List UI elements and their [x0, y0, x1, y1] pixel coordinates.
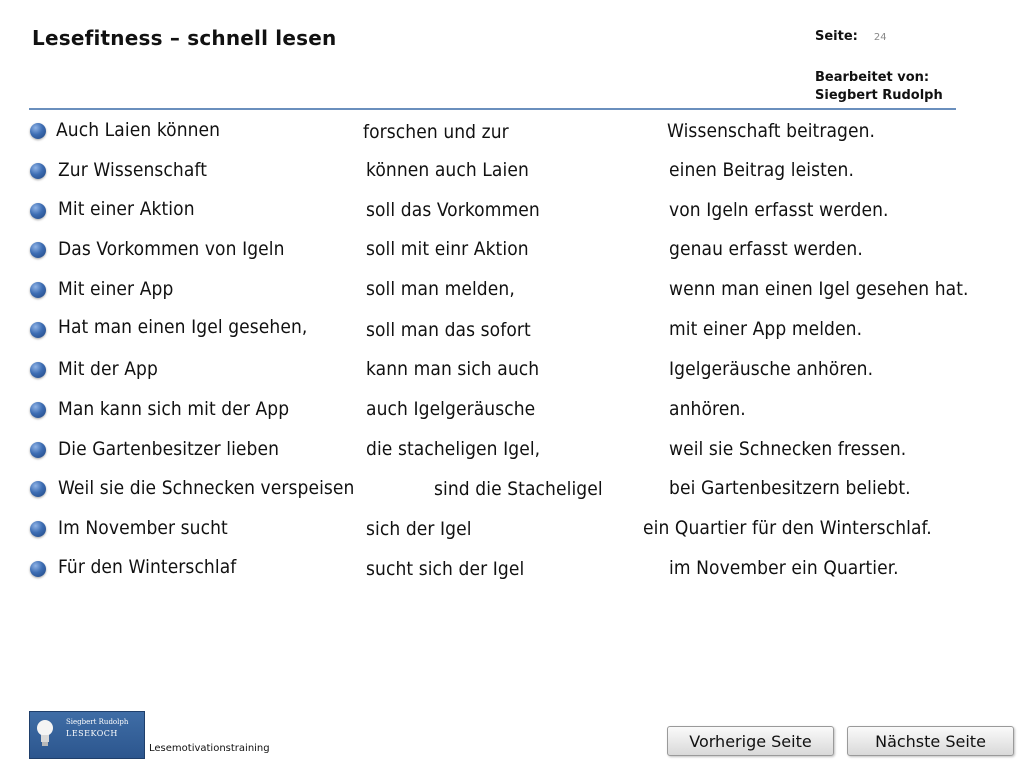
- phrase-part-2: die stacheligen Igel,: [366, 438, 541, 460]
- phrase-part-1: Mit der App: [58, 358, 158, 380]
- phrase-part-3: einen Beitrag leisten.: [669, 159, 854, 181]
- bullet-icon: [30, 163, 46, 179]
- phrase-part-1: Mit einer App: [58, 278, 174, 300]
- phrase-part-2: kann man sich auch: [366, 358, 540, 380]
- bullet-icon: [30, 203, 46, 219]
- phrase-part-2: sind die Stacheligel: [434, 478, 603, 500]
- bullet-icon: [30, 402, 46, 418]
- logo-author: Siegbert Rudolph: [66, 718, 129, 726]
- header-divider: [29, 108, 956, 110]
- reading-row: [0, 234, 1024, 266]
- phrase-part-1: Weil sie die Schnecken verspeisen: [58, 477, 355, 499]
- reading-row: [0, 354, 1024, 386]
- reading-row: [0, 195, 1024, 227]
- phrase-part-1: Im November sucht: [58, 517, 228, 539]
- bullet-icon: [30, 282, 46, 298]
- edited-label: Bearbeitet von:: [815, 70, 930, 85]
- phrase-part-1: Das Vorkommen von Igeln: [58, 238, 285, 260]
- reading-row: [0, 473, 1024, 505]
- phrase-part-1: Hat man einen Igel gesehen,: [58, 316, 308, 338]
- page-label: Seite:: [815, 29, 858, 44]
- reading-row: [0, 553, 1024, 585]
- bullet-icon: [30, 521, 46, 537]
- phrase-part-1: Mit einer Aktion: [58, 198, 195, 220]
- phrase-part-3: wenn man einen Igel gesehen hat.: [669, 278, 969, 300]
- logo-brand: LESEKOCH: [66, 729, 118, 738]
- phrase-part-3: genau erfasst werden.: [669, 238, 863, 260]
- page-number: 24: [873, 32, 887, 43]
- phrase-part-2: soll man das sofort: [366, 319, 531, 341]
- reading-row: [0, 274, 1024, 306]
- phrase-part-2: forschen und zur: [363, 121, 509, 143]
- phrase-part-3: mit einer App melden.: [669, 318, 863, 340]
- phrase-part-1: Man kann sich mit der App: [58, 398, 290, 420]
- phrase-part-2: sich der Igel: [366, 518, 472, 540]
- phrase-part-1: Für den Winterschlaf: [58, 556, 237, 578]
- phrase-part-3: weil sie Schnecken fressen.: [669, 438, 907, 460]
- reading-row: [0, 115, 1024, 147]
- bullet-icon: [30, 561, 46, 577]
- reading-row: [0, 155, 1024, 187]
- reading-row: [0, 394, 1024, 426]
- phrase-part-3: ein Quartier für den Winterschlaf.: [643, 517, 932, 539]
- next-page-button[interactable]: Nächste Seite: [847, 726, 1014, 756]
- reading-row: [0, 314, 1024, 346]
- previous-page-button[interactable]: Vorherige Seite: [667, 726, 834, 756]
- phrase-part-1: Auch Laien können: [56, 119, 221, 141]
- footer-caption: Lesemotivationstraining: [149, 743, 270, 754]
- phrase-part-1: Die Gartenbesitzer lieben: [58, 438, 280, 460]
- reading-row: [0, 434, 1024, 466]
- phrase-part-1: Zur Wissenschaft: [58, 159, 207, 181]
- page-meta: [815, 28, 943, 105]
- phrase-part-3: Wissenschaft beitragen.: [667, 120, 876, 142]
- phrase-part-2: soll mit einr Aktion: [366, 238, 529, 260]
- lightbulb-icon: [36, 718, 54, 748]
- bullet-icon: [30, 242, 46, 258]
- author-name: Siegbert Rudolph: [815, 88, 943, 103]
- bullet-icon: [30, 322, 46, 338]
- phrase-part-2: sucht sich der Igel: [366, 558, 525, 580]
- bullet-icon: [30, 123, 46, 139]
- page-title: Lesefitness – schnell lesen: [32, 26, 337, 50]
- phrase-part-2: auch Igelgeräusche: [366, 398, 536, 420]
- phrase-part-2: soll das Vorkommen: [366, 199, 540, 221]
- phrase-part-3: im November ein Quartier.: [669, 557, 899, 579]
- leselkoch-logo: [29, 711, 145, 759]
- bullet-icon: [30, 442, 46, 458]
- bullet-icon: [30, 481, 46, 497]
- bullet-icon: [30, 362, 46, 378]
- phrase-part-2: können auch Laien: [366, 159, 529, 181]
- phrase-part-3: anhören.: [669, 398, 746, 420]
- reading-row: [0, 513, 1024, 545]
- phrase-part-2: soll man melden,: [366, 278, 515, 300]
- phrase-part-3: Igelgeräusche anhören.: [669, 358, 874, 380]
- phrase-part-3: von Igeln erfasst werden.: [669, 199, 889, 221]
- phrase-part-3: bei Gartenbesitzern beliebt.: [669, 477, 911, 499]
